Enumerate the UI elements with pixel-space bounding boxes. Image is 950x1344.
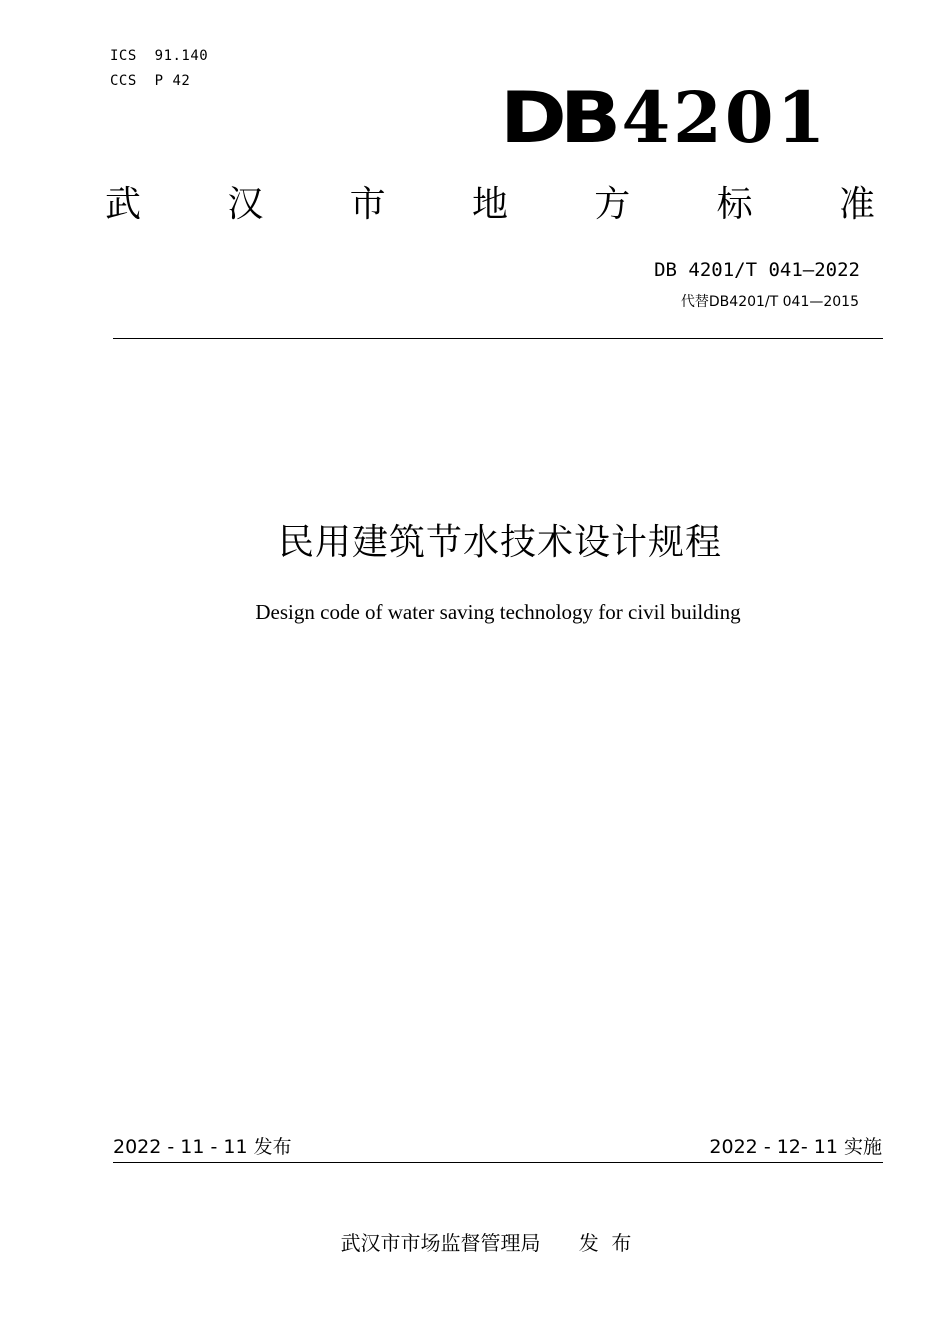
standard-type-char: 准 (838, 184, 875, 225)
standard-type-char: 地 (471, 184, 508, 225)
header-divider (113, 338, 883, 339)
replaces-standard: 代替DB4201/T 041—2015 (680, 294, 859, 310)
effective-date: 2022 - 12- 11 实施 (709, 1136, 882, 1158)
standard-type-char: 汉 (227, 184, 264, 225)
title-chinese: 民用建筑节水技术设计规程 (277, 522, 722, 563)
ics-code: ICS 91.140 (110, 48, 209, 64)
standard-type-char: 方 (594, 184, 631, 225)
standard-type-char: 市 (349, 184, 386, 225)
db-logo (500, 76, 829, 159)
db-logo-code: 4201 (621, 76, 829, 159)
title-english: Design code of water saving technology for civil building (255, 600, 741, 624)
ccs-code: CCS P 42 (110, 73, 191, 89)
standard-type-char: 标 (716, 184, 753, 225)
issue-date: 2022 - 11 - 11 发布 (113, 1136, 292, 1158)
standard-type-char: 武 (104, 184, 141, 225)
db-logo-prefix: DB (500, 77, 615, 159)
standard-number: DB 4201/T 041—2022 (654, 259, 860, 281)
footer-divider (113, 1162, 883, 1163)
publisher: 武汉市市场监督管理局 发 布 (340, 1231, 632, 1255)
standard-type-heading (100, 180, 880, 230)
